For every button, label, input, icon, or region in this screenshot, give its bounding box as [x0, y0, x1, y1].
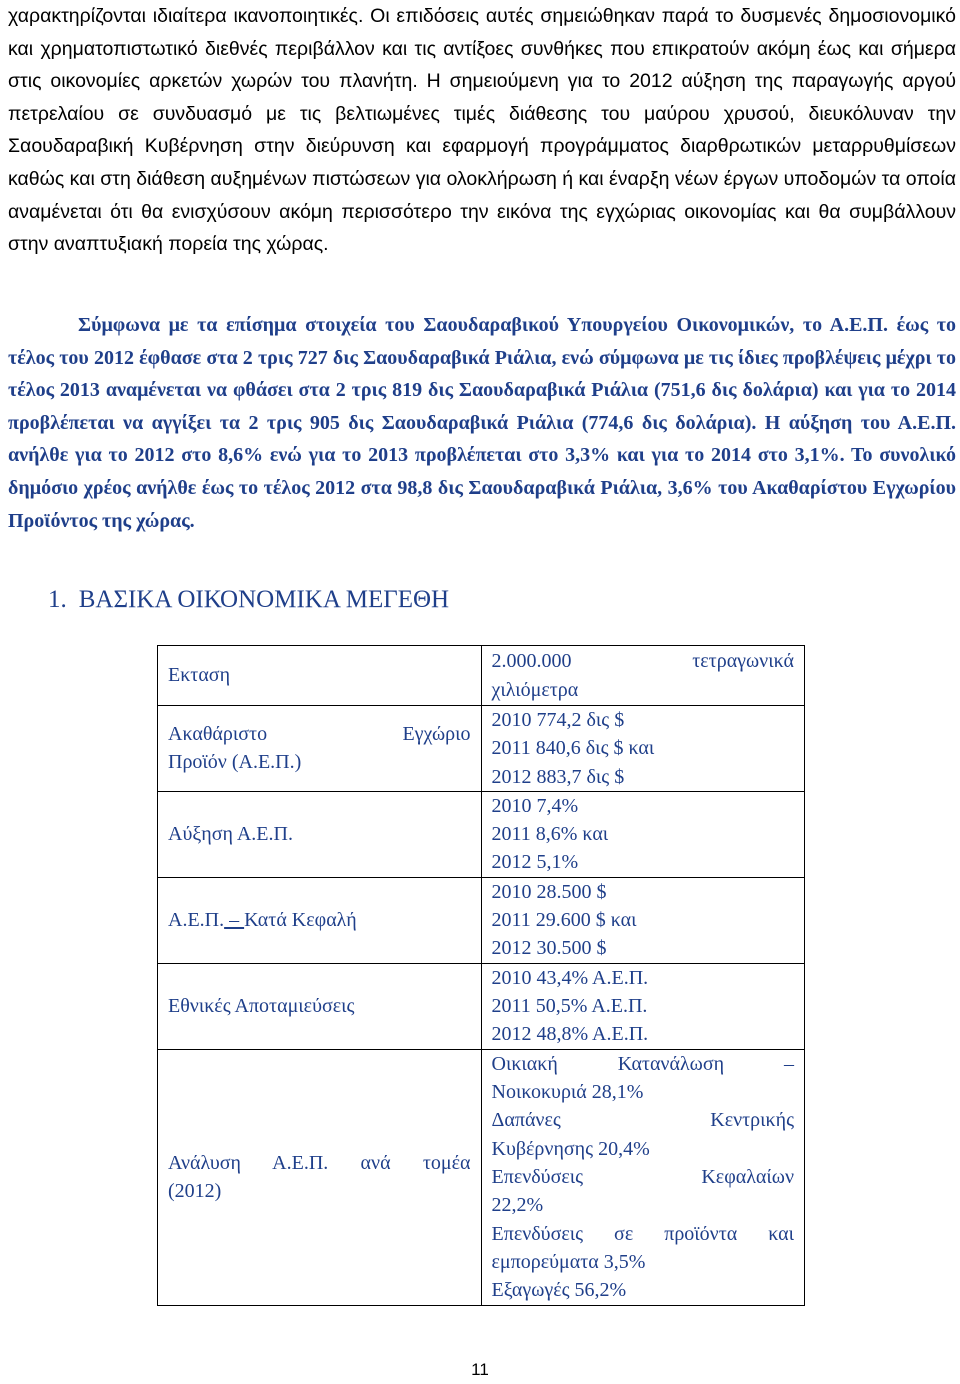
per-capita-value-2012: 2012 30.500 $: [491, 937, 607, 960]
label-per-capita: [158, 877, 482, 963]
per-capita-label-prefix: Α.Ε.Π.: [168, 909, 225, 932]
table-row-area: [158, 646, 805, 706]
label-area: Εκταση: [158, 646, 482, 706]
gdp-value-2010: 2010 774,2 δις $: [491, 709, 625, 731]
breakdown-line-government: Δαπάνες Κεντρικής: [491, 1109, 794, 1132]
area-value-number: 2.000.000: [491, 650, 572, 673]
label-gdp: [158, 706, 482, 792]
table-row-savings: [158, 963, 805, 1049]
label-growth: Αύξηση Α.Ε.Π.: [158, 791, 482, 877]
savings-value-2012: 2012 48,8% Α.Ε.Π.: [491, 1023, 649, 1046]
breakdown-label-line2: (2012): [168, 1180, 222, 1203]
intro-paragraph: χαρακτηρίζονται ιδιαίτερα ικανοποιητικές. Οι επιδόσεις αυτές σημειώθηκαν παρά το δυσμενές δημοσιονομικό και χρηματοπιστωτικό διεθνές περιβάλλον και τις αντίξοες συνθήκες που επικρατούν ακόμη έως και σήμερα στις οικονομίες αρκετών χωρών του πλανήτη. Η σημειούμενη για το 2012 αύξηση της παραγωγής αργού πετρελαίου σε συνδυασμό με τις βελτιωμένες τιμές διάθεσης του μαύρου χρυσού, διευκόλυναν την Σαουδαραβική Κυβέρνηση στην διεύρυνση και εφαρμογή προγράμματος διαρθρωτικών μεταρρυθμίσεων καθώς και στη διάθεση αυξημένων πιστώσεων για ολοκλήρωση ή και έναρξη νέων έργων υποδομών τα οποία αναμένεται ότι θα ενισχύσουν ακόμη περισσότερο την εικόνα της εγχώριας οικονομίας και θα συμβάλλουν στην αναπτυξιακή πορεία της χώρας.: [8, 5, 956, 256]
savings-value-2010: 2010 43,4% Α.Ε.Π.: [491, 966, 649, 989]
gdp-label-line2: Προϊόν (Α.Ε.Π.): [168, 751, 302, 774]
per-capita-value-2011: 2011 29.600 $ και: [491, 909, 637, 932]
economic-figures-table: [157, 645, 805, 1306]
gdp-label-word2: Εγχώριο: [402, 723, 471, 746]
breakdown-line-government-pct: Κυβέρνησης 20,4%: [491, 1137, 650, 1160]
breakdown-line-inventory-pct: εμπορεύματα 3,5%: [491, 1250, 646, 1273]
gdp-label-word1: Ακαθάριστο: [168, 723, 268, 746]
value-breakdown: [481, 1049, 805, 1305]
value-growth: [481, 791, 805, 877]
value-per-capita: [481, 877, 805, 963]
value-area: [481, 646, 805, 706]
breakdown-label-line1: Ανάλυση Α.Ε.Π. ανά τομέα: [168, 1151, 471, 1174]
breakdown-line-household: Οικιακή Κατανάλωση –: [491, 1052, 794, 1075]
growth-value-2012: 2012 5,1%: [491, 851, 579, 874]
growth-value-2010: 2010 7,4%: [491, 794, 579, 817]
breakdown-line-inventory: Επενδύσεις σε προϊόντα και: [491, 1222, 794, 1245]
section-number: 1.: [48, 586, 67, 613]
page-number: 11: [471, 1360, 489, 1379]
growth-value-2011: 2011 8,6% και: [491, 823, 609, 846]
value-gdp: [481, 706, 805, 792]
savings-value-2011: 2011 50,5% Α.Ε.Π.: [491, 994, 648, 1017]
breakdown-line-exports: Εξαγωγές 56,2%: [491, 1279, 627, 1302]
gdp-summary-paragraph: Σύμφωνα με τα επίσημα στοιχεία του Σαουδαραβικού Υπουργείου Οικονομικών, το Α.Ε.Π. έως το τέλος του 2012 έφθασε στα 2 τρις 727 δις Σαουδαραβικά Ριάλια, ενώ σύμφωνα με τις ίδιες προβλέψεις μέχρι το τέλος 2013 αναμένεται να φθάσει στα 2 τρις 819 δις Σαουδαραβικά Ριάλια (751,6 δις δολάρια) και για το 2014 προβλέπεται να αγγίξει τα 2 τρις 905 δις Σαουδαραβικά Ριάλια (774,6 δις δολάρια). Η αύξηση του Α.Ε.Π. ανήλθε για το 2012 στο 8,6% ενώ για το 2013 προβλέπεται στο 3,3% και για το 2014 στο 3,1%. Το συνολικό δημόσιο χρέος ανήλθε έως το τέλος 2012 στα 98,8 δις Σαουδαραβικά Ριάλια, 3,6% του Ακαθαρίστου Εγχωρίου Προϊόντος της χώρας.: [8, 314, 956, 532]
label-savings: Εθνικές Αποταμιεύσεις: [158, 963, 482, 1049]
table-row-gdp: [158, 706, 805, 792]
table-row-per-capita: [158, 877, 805, 963]
area-value-unit-line2: χιλιόμετρα: [491, 678, 579, 701]
gdp-value-2011: 2011 840,6 δις $ και: [491, 737, 655, 760]
per-capita-label-suffix: Κατά Κεφαλή: [244, 909, 357, 932]
value-savings: [481, 963, 805, 1049]
table-row-growth: [158, 791, 805, 877]
breakdown-line-capital: Επενδύσεις Κεφαλαίων: [491, 1165, 794, 1188]
section-title: ΒΑΣΙΚΑ ΟΙΚΟΝΟΜΙΚΑ ΜΕΓΕΘΗ: [78, 586, 450, 613]
gdp-value-2012: 2012 883,7 δις $: [491, 765, 625, 788]
per-capita-label-dash: –: [224, 909, 245, 932]
area-value-unit: τετραγωνικά: [692, 650, 794, 673]
section-heading: [48, 586, 449, 614]
per-capita-value-2010: 2010 28.500 $: [491, 880, 607, 903]
label-breakdown: [158, 1049, 482, 1305]
breakdown-line-household-pct: Νοικοκυριά 28,1%: [491, 1081, 644, 1104]
breakdown-line-capital-pct: 22,2%: [491, 1194, 544, 1217]
table-row-breakdown: [158, 1049, 805, 1305]
